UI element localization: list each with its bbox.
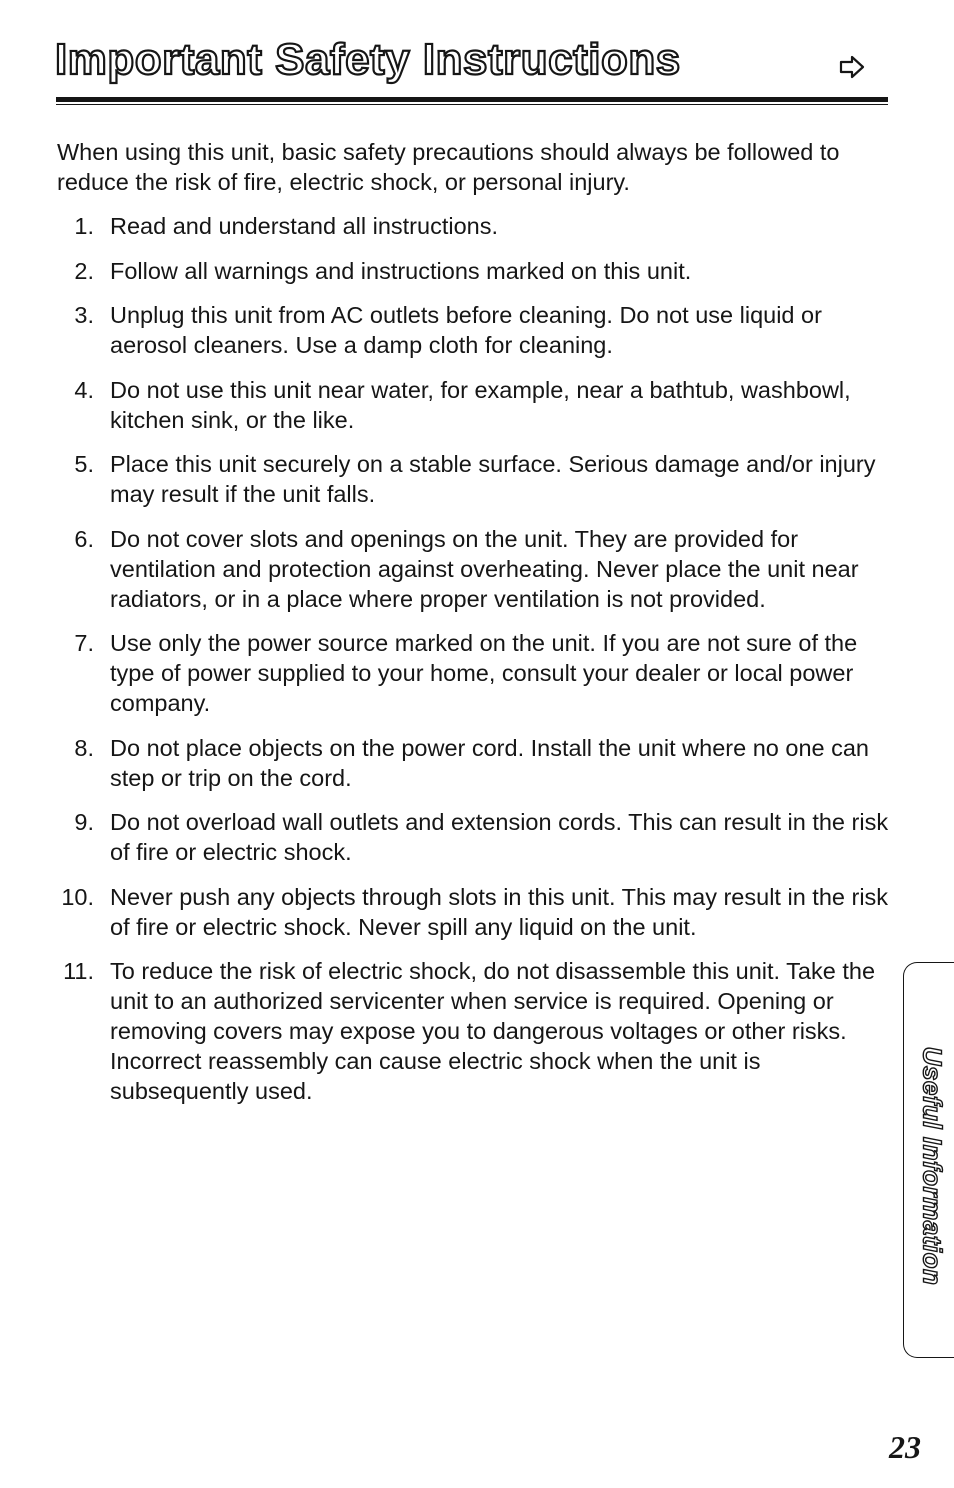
instruction-item: [57, 256, 897, 286]
instruction-item: [57, 300, 897, 360]
instruction-number: 9.: [74, 809, 94, 835]
instruction-number: 10.: [61, 883, 94, 910]
section-tab-label: Useful Information: [917, 1046, 948, 1286]
intro-paragraph: When using this unit, basic safety precautions should always be followed to reduce the risk of fire, electric shock, or personal injury.: [57, 139, 840, 195]
instruction-number: 2.: [74, 257, 94, 284]
header-rule-thin: [56, 104, 888, 105]
instruction-item: [57, 733, 897, 793]
instruction-item: [57, 807, 897, 867]
instruction-text: Do not cover slots and openings on the unit. They are provided for ventilation and protection against overheating. Never place the unit near radiators, or in a place where proper ventilation is not provided.: [110, 525, 859, 612]
instruction-item: [57, 956, 897, 1106]
instruction-number: 11.: [63, 958, 94, 984]
instruction-text: Do not use this unit near water, for example, near a bathtub, washbowl, kitchen sink, or the like.: [110, 376, 851, 433]
instruction-number: 4.: [74, 376, 94, 403]
page-number: 23: [889, 1429, 921, 1465]
instruction-number: 3.: [74, 302, 94, 328]
instruction-text: Unplug this unit from AC outlets before cleaning. Do not use liquid or aerosol cleaners. Use a damp cloth for cleaning.: [110, 302, 822, 358]
instruction-item: [57, 524, 897, 614]
instruction-text: Place this unit securely on a stable surface. Serious damage and/or injury may result if the unit falls.: [110, 451, 876, 507]
instruction-text: Do not place objects on the power cord. Install the unit where no one can step or trip on the cord.: [110, 734, 869, 791]
instruction-text: To reduce the risk of electric shock, do not disassemble this unit. Take the unit to an authorized servicenter when service is required. Opening or removing covers may expose you to dangerous voltages or other risks. Incorrect reassembly can cause electric shock when the unit is subsequently used.: [110, 958, 876, 1104]
instruction-item: [57, 375, 897, 435]
instruction-text: Use only the power source marked on the unit. If you are not sure of the type of power supplied to your home, consult your dealer or local power company.: [110, 630, 858, 716]
page-title: Important Safety Instructions: [55, 35, 681, 84]
instruction-text: Follow all warnings and instructions marked on this unit.: [110, 257, 692, 284]
instruction-number: 6.: [74, 525, 94, 552]
instruction-text: Do not overload wall outlets and extension cords. This can result in the risk of fire or electric shock.: [110, 809, 889, 865]
instruction-item: [57, 211, 897, 241]
header-rule: [56, 97, 888, 102]
instruction-list: [57, 211, 897, 1121]
instruction-number: 7.: [74, 630, 94, 656]
instruction-text: Never push any objects through slots in this unit. This may result in the risk of fire or electric shock. Never spill any liquid on the unit.: [110, 883, 889, 940]
instruction-number: 1.: [74, 213, 94, 239]
instruction-item: [57, 628, 897, 718]
continue-arrow-icon: [838, 55, 866, 79]
instruction-number: 5.: [74, 451, 94, 477]
instruction-item: [57, 449, 897, 509]
instruction-text: Read and understand all instructions.: [110, 213, 498, 239]
instruction-number: 8.: [74, 734, 94, 761]
instruction-item: [57, 882, 897, 942]
